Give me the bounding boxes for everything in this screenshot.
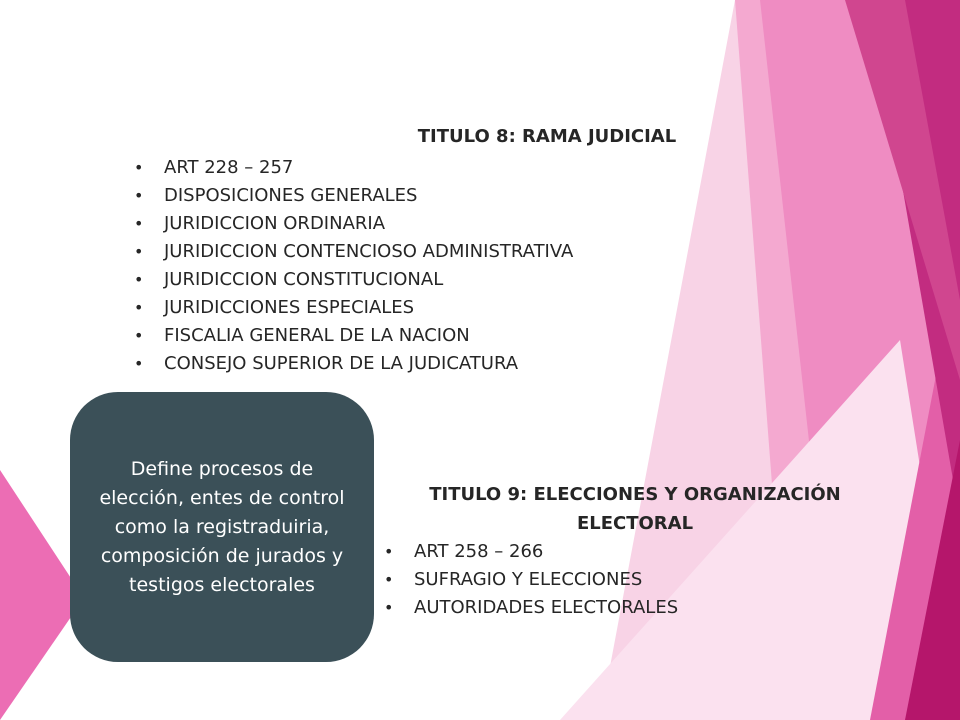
section2-list	[380, 538, 890, 622]
list-item: • JURIDICCION CONTENCIOSO ADMINISTRATIVA	[130, 238, 670, 266]
section2-title-line2: ELECTORAL	[576, 513, 694, 534]
list-item: • FISCALIA GENERAL DE LA NACION	[130, 322, 670, 350]
callout-text: Define procesos de elección, entes de control como la registraduiria, composición de jurados y testigos electorales	[99, 457, 345, 596]
list-item: • JURIDICCION CONSTITUCIONAL	[130, 266, 670, 294]
list-item: • AUTORIDADES ELECTORALES	[380, 594, 890, 622]
list-item: • JURIDICCION ORDINARIA	[130, 210, 670, 238]
section-elecciones	[380, 480, 890, 622]
section2-title-line1: TITULO 9: ELECCIONES Y ORGANIZACIÓN	[429, 484, 841, 505]
section1-title-wrap	[330, 124, 677, 150]
list-item: • ART 258 – 266	[380, 538, 890, 566]
list-item: • JURIDICCIONES ESPECIALES	[130, 294, 670, 322]
section1-title: TITULO 8: RAMA JUDICIAL	[417, 126, 677, 147]
list-item: • CONSEJO SUPERIOR DE LA JUDICATURA	[130, 350, 670, 378]
list-item: • SUFRAGIO Y ELECCIONES	[380, 566, 890, 594]
list-item: • DISPOSICIONES GENERALES	[130, 182, 670, 210]
list-item: • ART 228 – 257	[130, 154, 670, 182]
section-rama-judicial	[130, 124, 677, 378]
section1-list	[130, 154, 670, 378]
callout-box	[70, 392, 374, 662]
